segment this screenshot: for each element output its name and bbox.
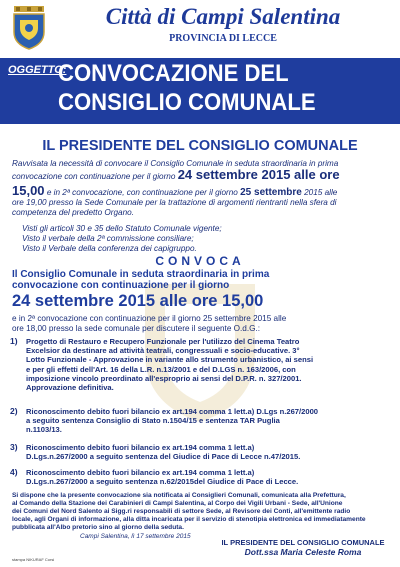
agenda-line: imposizione vincolo preordinato all'esproprio ai sensi del D.P.R. n. 327/2001. [26, 373, 302, 383]
city-crest-icon [10, 6, 48, 50]
visti-line: Visto il verbale della 2ª commissione consiliare; [22, 234, 194, 243]
signature-title: IL PRESIDENTE DEL CONSIGLIO COMUNALE [221, 538, 385, 547]
first-time: 15,00 [12, 183, 45, 198]
second-convocation-line: e in 2ª convocazione con continuazione per il giorno 25 settembre 2015 alle [12, 314, 287, 323]
agenda-line: D.Lgs.n.267/2000 a seguito sentenza del Giudice di Pace di Lecce n.47/2015. [26, 452, 301, 462]
visti-line: Visti gli articoli 30 e 35 dello Statuto Comunale vigente; [22, 224, 222, 233]
agenda-number: 4) [10, 467, 18, 477]
paragraph-text: 2015 alle [304, 188, 338, 197]
paragraph-text: e in 2ª convocazione, con continuazione per il giorno [46, 188, 238, 197]
agenda-line: Riconoscimento debito fuori bilancio ex art.194 comma 1 lett.a) D.Lgs n.267/2000 [26, 407, 319, 416]
paragraph-text: convocazione con continuazione per il giorno [12, 172, 176, 181]
agenda-number: 2) [10, 406, 18, 416]
convoca-heading: CONVOCA [155, 254, 245, 268]
notice-line: Si dispone che la presente convocazione sia notificata ai Consiglieri Comunali, comunicata alla Prefettura, [12, 492, 346, 499]
notification-paragraph [12, 492, 390, 532]
notice-line: al Comando della Stazione dei Carabinieri di Campi Salentina, al Corpo dei Vigili Urbani - Sede, all'Unione [12, 500, 343, 507]
agenda-line: Riconoscimento debito fuori bilancio ex art.194 comma 1 lett.a) [26, 468, 255, 477]
visti-line: Visto il Verbale della conferenza dei capigruppo. [22, 244, 197, 253]
agenda-line: Lotto Funzionale - Approvazione in variante allo strumento urbanistico, ai sensi [26, 355, 314, 365]
notice-line: locale, agli Organi di informazione, alla ditta incaricata per il servizio di stenotipia elettronica ed immediatamente [12, 516, 366, 523]
header [0, 0, 400, 60]
agenda-line: a seguito sentenza Consiglio di Stato n.1504/15 e sentenza TAR Puglia [26, 416, 280, 426]
paragraph-line [12, 167, 392, 182]
oggetto-label: OGGETTO: [8, 64, 67, 76]
paragraph-line [12, 183, 392, 198]
agenda-line: Excelsior da destinare ad attività teatrali, congressuali e socio-educative. 3° [26, 346, 300, 356]
printer-credit: stampa NIKURAF Corsi [12, 557, 55, 562]
notice-line: pubblicata all'Albo pretorio sino al giorno della seduta. [12, 524, 184, 531]
province-name: PROVINCIA DI LECCE [169, 33, 277, 44]
agenda-line: Approvazione definitiva. [26, 383, 114, 393]
paragraph-line: Ravvisata la necessità di convocare il Consiglio Comunale in seduta straordinaria in prima [12, 159, 339, 168]
banner-title-line2: CONSIGLIO COMUNALE [58, 89, 316, 116]
signature-name: Dott.ssa Maria Celeste Roma [244, 547, 362, 557]
agenda-line: Riconoscimento debito fuori bilancio ex art.194 comma 1 lett.a) [26, 443, 255, 452]
agenda-line: e per gli effetti dell'Art. 16 della L.R. n.13/2001 e del D.LGS n. 163/2006, con [26, 364, 296, 374]
paragraph-line: ore 19,00 presso la Sede Comunale per la trattazione di argomenti rientranti nella sfera di [12, 198, 337, 207]
convoca-line: Il Consiglio Comunale in seduta straordinaria in prima [12, 269, 270, 280]
second-date: 25 settembre [240, 187, 302, 198]
president-heading: IL PRESIDENTE DEL CONSIGLIO COMUNALE [42, 138, 358, 154]
date-place: Campi Salentina, lì 17 settembre 2015 [80, 533, 191, 540]
first-date: 24 settembre 2015 alle ore [177, 167, 340, 182]
agenda-line: D.Lgs.n.267/2000 a seguito sentenza n.62/2015del Giudice di Pace di Lecce. [26, 477, 299, 487]
agenda-number: 3) [10, 442, 18, 452]
second-convocation-line: ore 18,00 presso la sede comunale per discutere il seguente O.d.G.: [12, 324, 261, 333]
title-banner [0, 58, 400, 124]
convoca-line: convocazione con continuazione per il giorno [12, 280, 230, 291]
agenda-line: n.1103/13. [26, 425, 62, 435]
banner-title-line1: CONVOCAZIONE DEL [58, 60, 289, 87]
agenda-line: Progetto di Restauro e Recupero Funzionale per l'utilizzo del Cinema Teatro [26, 337, 300, 346]
notice-line: dei Comuni del Nord Salento ai Sigg.ri responsabili di settore Sede, al Revisore dei Conti, all'emittente radio [12, 508, 351, 515]
city-name: Città di Campi Salentina [105, 4, 341, 29]
paragraph-line: competenza del predetto Organo. [12, 208, 134, 217]
agenda-number: 1) [10, 336, 18, 346]
session-date: 24 settembre 2015 alle ore 15,00 [12, 292, 264, 310]
